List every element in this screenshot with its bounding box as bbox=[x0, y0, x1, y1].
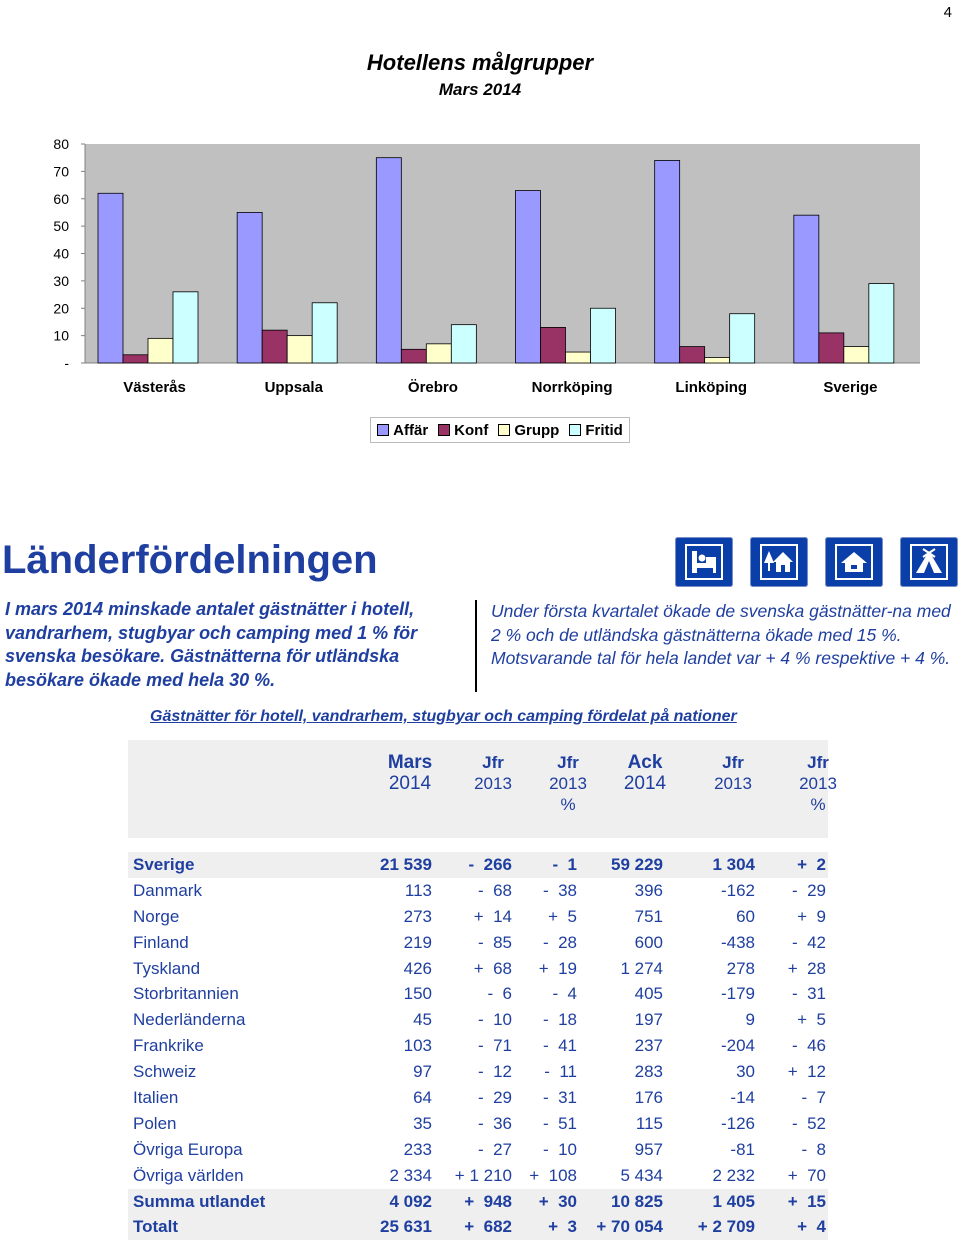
table-row bbox=[128, 930, 828, 956]
bar-grupp-3 bbox=[566, 352, 591, 363]
table-row bbox=[128, 981, 828, 1007]
section-heading: Länderfördelningen bbox=[2, 538, 378, 582]
hotel-bed-icon bbox=[675, 537, 733, 587]
row-value: + 948 bbox=[464, 1191, 512, 1211]
row-value: - 29 bbox=[791, 880, 826, 900]
header-line: 2013 bbox=[714, 774, 752, 793]
bar-fritid-1 bbox=[312, 303, 337, 363]
row-value: - 266 bbox=[468, 855, 512, 874]
bar-konf-5 bbox=[819, 333, 844, 363]
row-value: 237 bbox=[634, 1036, 663, 1056]
header-line bbox=[370, 794, 450, 815]
row-value: -438 bbox=[720, 932, 755, 952]
bar-konf-0 bbox=[123, 355, 148, 363]
table-row bbox=[128, 1033, 828, 1059]
row-country: Finland bbox=[133, 932, 189, 952]
chart-title: Hotellens målgrupper bbox=[366, 50, 594, 75]
row-value: 233 bbox=[403, 1139, 432, 1159]
bar-grupp-5 bbox=[844, 347, 869, 363]
y-tick-label: 40 bbox=[53, 245, 69, 262]
y-tick-label: 30 bbox=[53, 272, 69, 289]
bar-affär-3 bbox=[516, 191, 541, 363]
legend-swatch bbox=[569, 424, 581, 436]
row-value: 150 bbox=[403, 984, 432, 1004]
row-value: - 46 bbox=[791, 1036, 826, 1056]
y-tick-label: 80 bbox=[53, 136, 69, 152]
row-value: 405 bbox=[634, 984, 663, 1004]
header-line: Jfr bbox=[557, 753, 579, 772]
row-value: - 42 bbox=[791, 932, 826, 952]
table-header-cell bbox=[370, 752, 450, 815]
row-country: Frankrike bbox=[133, 1036, 204, 1056]
row-country: Nederländerna bbox=[133, 1010, 246, 1030]
row-value: - 71 bbox=[477, 1036, 512, 1056]
nations-table bbox=[128, 852, 828, 1240]
row-value: 10 825 bbox=[611, 1191, 663, 1211]
hostel-house-icon bbox=[825, 537, 883, 587]
table-row bbox=[128, 904, 828, 930]
row-value: 396 bbox=[634, 880, 663, 900]
bar-fritid-4 bbox=[730, 314, 755, 363]
row-value: 9 bbox=[745, 1010, 755, 1030]
legend-label: Grupp bbox=[514, 421, 560, 439]
row-value: 60 bbox=[736, 906, 755, 926]
row-value: 283 bbox=[634, 1062, 663, 1082]
header-line: 2014 bbox=[623, 773, 667, 794]
row-value: + 5 bbox=[797, 1010, 826, 1030]
row-value: - 85 bbox=[477, 932, 512, 952]
legend-item-grupp bbox=[498, 422, 559, 439]
table-row bbox=[128, 956, 828, 982]
bar-grupp-1 bbox=[287, 336, 312, 363]
header-line bbox=[453, 794, 533, 815]
row-value: + 68 bbox=[473, 958, 512, 978]
row-value: 5 434 bbox=[620, 1165, 663, 1185]
table-header-cell bbox=[605, 752, 685, 815]
row-value: 1 304 bbox=[712, 855, 755, 874]
page-number: 4 bbox=[943, 4, 952, 21]
bar-affär-1 bbox=[237, 212, 262, 363]
row-value: 273 bbox=[403, 906, 432, 926]
row-value: - 8 bbox=[801, 1139, 826, 1159]
y-tick-label: - bbox=[64, 355, 69, 371]
row-value: 97 bbox=[413, 1062, 432, 1082]
row-value: 35 bbox=[413, 1113, 432, 1133]
table-row bbox=[128, 1137, 828, 1163]
row-value: - 7 bbox=[801, 1088, 826, 1108]
row-value: - 41 bbox=[542, 1036, 577, 1056]
table-row bbox=[128, 878, 828, 904]
table-row bbox=[128, 852, 828, 878]
table-row bbox=[128, 1111, 828, 1137]
row-value: -204 bbox=[720, 1036, 755, 1056]
x-tick-label: Västerås bbox=[123, 379, 186, 396]
row-value: + 5 bbox=[548, 906, 577, 926]
legend-swatch bbox=[498, 424, 510, 436]
row-value: 59 229 bbox=[611, 855, 663, 874]
row-value: -14 bbox=[730, 1088, 755, 1108]
bar-affär-5 bbox=[794, 215, 819, 363]
bar-konf-3 bbox=[541, 327, 566, 363]
row-country: Tyskland bbox=[133, 958, 201, 978]
row-value: - 10 bbox=[477, 1010, 512, 1030]
legend-swatch bbox=[377, 424, 389, 436]
row-value: + 3 bbox=[548, 1217, 577, 1237]
row-value: + 19 bbox=[538, 958, 577, 978]
row-value: 600 bbox=[634, 932, 663, 952]
y-tick-label: 10 bbox=[53, 327, 69, 344]
row-value: 103 bbox=[403, 1036, 432, 1056]
row-country: Totalt bbox=[133, 1217, 179, 1237]
row-value: + 682 bbox=[464, 1217, 512, 1237]
table-header-cell bbox=[528, 752, 608, 815]
row-value: - 31 bbox=[791, 984, 826, 1004]
table-header bbox=[128, 740, 837, 838]
row-value: - 6 bbox=[487, 984, 512, 1004]
bar-fritid-5 bbox=[869, 284, 894, 363]
bar-affär-4 bbox=[655, 160, 680, 363]
row-value: + 12 bbox=[787, 1062, 826, 1082]
table-header-cell bbox=[453, 752, 533, 815]
row-value: + 108 bbox=[529, 1165, 577, 1185]
row-value: - 68 bbox=[477, 880, 512, 900]
row-value: + 2 bbox=[797, 855, 826, 874]
legend-swatch bbox=[438, 424, 450, 436]
row-value: + 15 bbox=[787, 1191, 826, 1211]
row-value: 4 092 bbox=[389, 1191, 432, 1211]
row-value: -126 bbox=[720, 1113, 755, 1133]
row-value: - 52 bbox=[791, 1113, 826, 1133]
row-value: -179 bbox=[720, 984, 755, 1004]
row-value: + 2 709 bbox=[697, 1217, 755, 1237]
row-country: Summa utlandet bbox=[133, 1191, 266, 1211]
bar-fritid-3 bbox=[591, 308, 616, 363]
table-caption: Gästnätter för hotell, vandrarhem, stugbyar och camping fördelat på nationer bbox=[150, 708, 737, 725]
row-value: - 31 bbox=[542, 1088, 577, 1108]
header-line: % bbox=[810, 795, 826, 814]
row-value: 751 bbox=[634, 906, 663, 926]
row-value: - 11 bbox=[544, 1062, 577, 1082]
row-value: - 1 bbox=[552, 855, 577, 874]
table-row bbox=[128, 1163, 828, 1189]
row-value: - 27 bbox=[477, 1139, 512, 1159]
intro-text-right: Under första kvartalet ökade de svenska gästnätter-na med 2 % och de utländska gästnätterna ökade med 15 %. Motsvarande tal för hela landet var + 4 % respektive + 4 %. bbox=[491, 601, 951, 668]
row-value: - 12 bbox=[477, 1062, 512, 1082]
table-row bbox=[128, 1189, 828, 1215]
header-line: Jfr bbox=[807, 753, 829, 772]
table-header-cell bbox=[693, 752, 773, 815]
row-value: + 4 bbox=[797, 1217, 826, 1237]
header-line bbox=[693, 794, 773, 815]
y-tick-label: 50 bbox=[53, 218, 69, 235]
bar-fritid-0 bbox=[173, 292, 198, 363]
x-tick-label: Norrköping bbox=[531, 379, 613, 396]
y-tick-label: 20 bbox=[53, 300, 69, 317]
row-value: 64 bbox=[413, 1088, 432, 1108]
bar-chart bbox=[0, 120, 960, 410]
row-value: 113 bbox=[404, 880, 432, 900]
row-country: Övriga Europa bbox=[133, 1139, 243, 1159]
row-value: - 29 bbox=[477, 1088, 512, 1108]
row-value: - 51 bbox=[542, 1113, 577, 1133]
row-country: Storbritannien bbox=[133, 984, 239, 1004]
header-line: % bbox=[560, 795, 576, 814]
table-row bbox=[128, 1059, 828, 1085]
legend-item-fritid bbox=[569, 422, 623, 439]
row-value: - 18 bbox=[542, 1010, 577, 1030]
row-value: 197 bbox=[634, 1010, 663, 1030]
header-line: 2013 bbox=[474, 774, 512, 793]
accommodation-icons bbox=[675, 537, 958, 587]
row-value: 957 bbox=[634, 1139, 663, 1159]
legend-item-affär bbox=[377, 422, 428, 439]
row-value: + 9 bbox=[797, 906, 826, 926]
bar-konf-1 bbox=[262, 330, 287, 363]
legend-item-konf bbox=[438, 422, 488, 439]
row-value: - 38 bbox=[542, 880, 577, 900]
row-country: Danmark bbox=[133, 880, 202, 900]
header-line: 2013 bbox=[549, 774, 587, 793]
camping-tent-icon bbox=[900, 537, 958, 587]
y-tick-label: 70 bbox=[53, 163, 69, 180]
cabin-tree-icon bbox=[750, 537, 808, 587]
header-line bbox=[605, 794, 685, 815]
bar-affär-2 bbox=[376, 158, 401, 363]
row-value: 176 bbox=[634, 1088, 663, 1108]
row-value: 278 bbox=[726, 958, 755, 978]
bar-affär-0 bbox=[98, 193, 123, 363]
row-value: + 30 bbox=[538, 1191, 577, 1211]
table-header-cell bbox=[778, 752, 858, 815]
column-divider bbox=[475, 600, 477, 692]
row-country: Schweiz bbox=[133, 1062, 197, 1082]
header-line: 2013 bbox=[799, 774, 837, 793]
row-value: 45 bbox=[413, 1010, 432, 1030]
legend-label: Konf bbox=[454, 421, 489, 439]
header-line: 2014 bbox=[388, 773, 432, 794]
row-country: Norge bbox=[133, 906, 180, 926]
row-value: 219 bbox=[403, 932, 432, 952]
row-value: -81 bbox=[730, 1139, 755, 1159]
row-country: Italien bbox=[133, 1088, 179, 1108]
table-row bbox=[128, 1007, 828, 1033]
row-value: 2 232 bbox=[712, 1165, 755, 1185]
chart-subtitle: Mars 2014 bbox=[438, 80, 522, 99]
table-row bbox=[128, 1214, 828, 1240]
row-value: 30 bbox=[736, 1062, 755, 1082]
bar-konf-2 bbox=[401, 349, 426, 363]
row-value: 21 539 bbox=[380, 855, 432, 874]
x-tick-label: Uppsala bbox=[264, 379, 323, 396]
row-value: - 10 bbox=[542, 1139, 577, 1159]
row-value: + 70 bbox=[787, 1165, 826, 1185]
table-row bbox=[128, 1085, 828, 1111]
row-value: -162 bbox=[720, 880, 755, 900]
bar-grupp-0 bbox=[148, 338, 173, 363]
chart-legend bbox=[370, 417, 630, 443]
row-value: - 36 bbox=[477, 1113, 512, 1133]
x-tick-label: Örebro bbox=[407, 379, 458, 396]
row-value: 1 274 bbox=[620, 958, 663, 978]
row-value: 426 bbox=[403, 958, 432, 978]
header-line: Mars bbox=[387, 752, 433, 773]
row-country: Sverige bbox=[133, 855, 195, 874]
row-value: + 28 bbox=[787, 958, 826, 978]
bar-konf-4 bbox=[680, 347, 705, 363]
y-tick-label: 60 bbox=[53, 190, 69, 207]
row-value: 25 631 bbox=[380, 1217, 432, 1237]
bar-grupp-2 bbox=[426, 344, 451, 363]
row-value: - 28 bbox=[542, 932, 577, 952]
row-value: + 14 bbox=[473, 906, 512, 926]
x-tick-label: Linköping bbox=[675, 379, 748, 396]
x-tick-label: Sverige bbox=[823, 379, 878, 396]
intro-text-left: I mars 2014 minskade antalet gästnätter i hotell, vandrarhem, stugbyar och camping med 1 % för svenska besökare. Gästnätterna för utländska besökare ökade med hela 30 %. bbox=[5, 599, 418, 690]
row-value: 115 bbox=[635, 1113, 663, 1133]
bar-grupp-4 bbox=[705, 358, 730, 363]
header-line: Jfr bbox=[722, 753, 744, 772]
bar-fritid-2 bbox=[451, 325, 476, 363]
header-line: Jfr bbox=[482, 753, 504, 772]
row-value: + 1 210 bbox=[454, 1165, 512, 1185]
legend-label: Affär bbox=[393, 421, 429, 439]
row-value: 1 405 bbox=[712, 1191, 755, 1211]
row-value: - 4 bbox=[552, 984, 577, 1004]
row-country: Övriga världen bbox=[133, 1165, 244, 1185]
row-country: Polen bbox=[133, 1113, 177, 1133]
row-value: 2 334 bbox=[389, 1165, 432, 1185]
legend-label: Fritid bbox=[585, 421, 623, 439]
row-value: + 70 054 bbox=[596, 1217, 663, 1237]
header-line: Ack bbox=[627, 752, 663, 773]
